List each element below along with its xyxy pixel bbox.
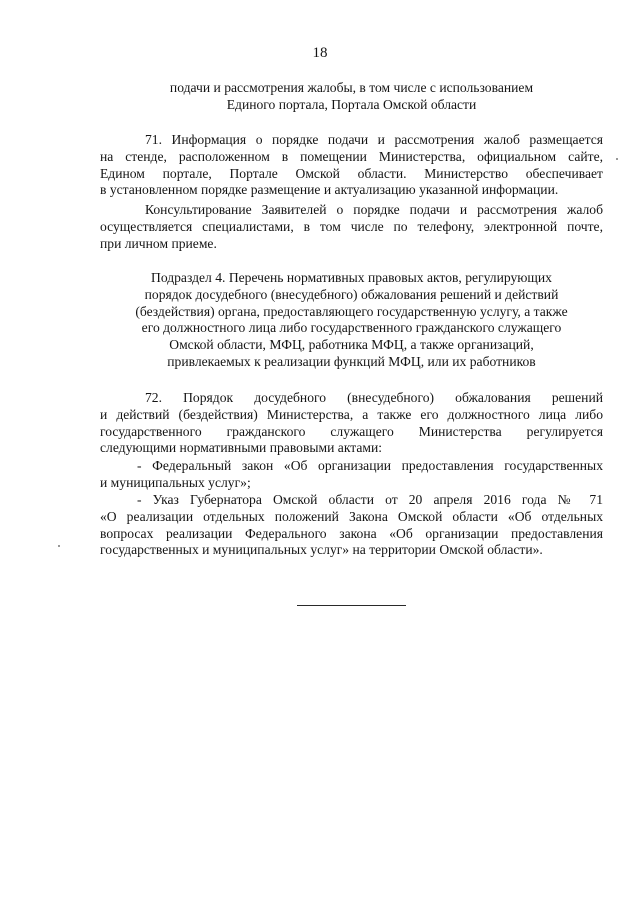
paragraph-72 (100, 390, 603, 457)
subsection-title-line: (бездействия) органа, предоставляющего государственную услугу, а также (135, 303, 568, 319)
paragraph-line: государственного гражданского служащего Министерства регулируется (100, 423, 603, 439)
list-item-governor-decree (100, 492, 603, 559)
list-item-line: «О реализации отдельных положений Закона Омской области «Об отдельных (100, 508, 603, 524)
paragraph-line: на стенде, расположенном в помещении Министерства, официальном сайте, (100, 148, 603, 164)
paragraph-line: следующими нормативными правовыми актами: (100, 440, 383, 456)
paragraph-line: 72. Порядок досудебного (внесудебного) обжалования решений (145, 390, 603, 405)
list-item-line: - Федеральный закон «Об организации предоставления государственных (137, 458, 603, 473)
list-item-line: и муниципальных услуг»; (100, 474, 251, 490)
scan-speck (616, 158, 618, 160)
paragraph-line: Консультирование Заявителей о порядке подачи и рассмотрения жалоб (145, 202, 603, 217)
list-item-line: - Указ Губернатора Омской области от 20 апреля 2016 года № 71 (137, 492, 603, 507)
list-item-line: государственных и муниципальных услуг» на территории Омской области». (100, 542, 543, 558)
paragraph-consultation (100, 202, 603, 252)
subsection-4-title (100, 270, 603, 371)
subsection-title-line: его должностного лица либо государственного гражданского служащего (141, 320, 562, 336)
page-number: 18 (312, 45, 328, 61)
heading-line: Единого портала, Портала Омской области (226, 96, 477, 112)
scan-speck (58, 545, 60, 547)
end-of-text-rule (297, 605, 406, 606)
paragraph-line: 71. Информация о порядке подачи и рассмотрения жалоб размещается (145, 132, 603, 147)
list-item-line: вопросах реализации Федерального закона «Об организации предоставления (100, 525, 603, 541)
paragraph-line: Едином портале, Портале Омской области. Министерство обеспечивает (100, 165, 603, 181)
subsection-title-line: Омской области, МФЦ, работника МФЦ, а также организаций, (169, 337, 534, 353)
paragraph-line: осуществляется специалистами, в том числе по телефону, электронной почте, (100, 218, 603, 234)
subsection-title-line: Подраздел 4. Перечень нормативных правовых актов, регулирующих (151, 270, 552, 285)
list-item-federal-law (100, 458, 603, 492)
heading-line: подачи и рассмотрения жалобы, в том числе с использованием (169, 80, 534, 95)
subsection-title-line: привлекаемых к реализации функций МФЦ, или их работников (167, 353, 536, 369)
paragraph-line: при личном приеме. (100, 235, 217, 251)
paragraph-71 (100, 132, 603, 199)
paragraph-line: в установленном порядке размещение и актуализацию указанной информации. (100, 182, 559, 198)
section-heading-continuation (100, 80, 603, 114)
paragraph-line: и действий (бездействия) Министерства, а также его должностного лица либо (100, 406, 603, 422)
subsection-title-line: порядок досудебного (внесудебного) обжалования решений и действий (144, 286, 559, 302)
